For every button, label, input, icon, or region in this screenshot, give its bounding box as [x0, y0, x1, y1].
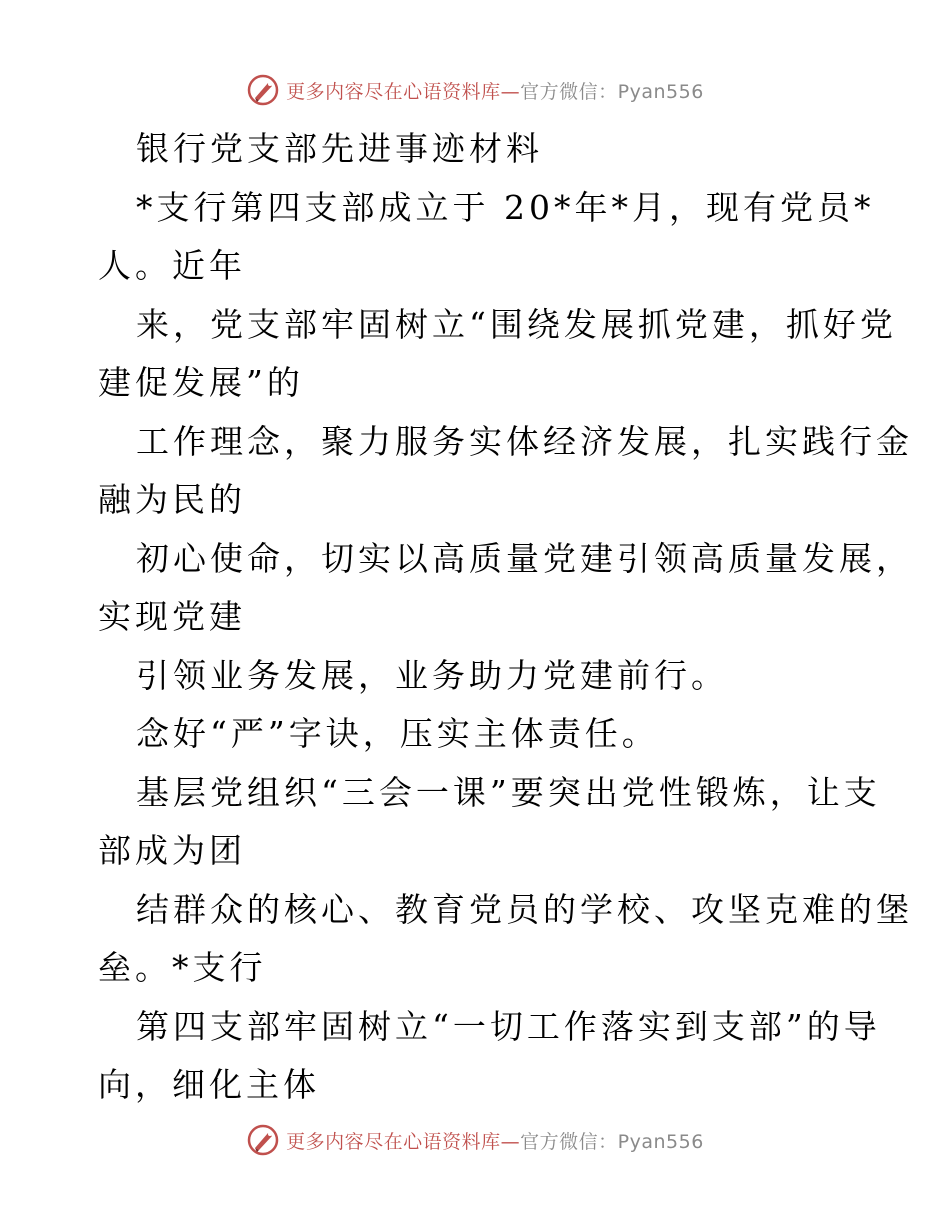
text-line: 第四支部牢固树立“一切工作落实到支部”的导: [136, 1006, 881, 1046]
pen-logo-icon: [246, 1123, 280, 1157]
text-line: 实现党建: [98, 597, 246, 636]
footer-banner-main: 更多内容尽在心语资料库: [286, 1130, 501, 1153]
text-line: 工作理念，聚力服务实体经济发展，扎实践行金: [136, 421, 913, 461]
text-line: 初心使命，切实以高质量党建引领高质量发展，: [136, 538, 913, 578]
text-line: 部成为团: [98, 831, 246, 870]
text-line: 念好“严”字诀，压实主体责任。: [136, 714, 659, 753]
text-line: 垒。*支行: [98, 948, 267, 987]
text-line: 人。近年: [98, 246, 246, 285]
header-banner-main: 更多内容尽在心语资料库: [286, 80, 501, 103]
text-line: 结群众的核心、教育党员的学校、攻坚克难的堡: [136, 889, 913, 929]
footer-banner-dash: —: [500, 1130, 521, 1153]
document-body: [98, 120, 913, 1115]
footer-banner: [0, 1120, 950, 1160]
text-line: 来，党支部牢固树立“围绕发展抓党建，抓好党: [136, 304, 897, 344]
text-line: 向，细化主体: [98, 1065, 320, 1104]
header-banner-wechat: 官方微信：Pyan556: [520, 80, 704, 103]
text-line: 银行党支部先进事迹材料: [136, 129, 543, 168]
header-banner-dash: —: [500, 80, 521, 103]
header-banner: [0, 70, 950, 110]
text-line: 引领业务发展，业务助力党建前行。: [136, 655, 728, 695]
footer-banner-text: [286, 1127, 704, 1154]
text-line: 建促发展”的: [98, 363, 304, 402]
header-banner-text: [286, 77, 704, 104]
text-line: 融为民的: [98, 480, 246, 519]
footer-banner-wechat: 官方微信：Pyan556: [520, 1130, 704, 1153]
text-line: *支行第四支部成立于 20*年*月，现有党员*: [136, 187, 875, 227]
pen-logo-icon: [246, 73, 280, 107]
text-line: 基层党组织“三会一课”要突出党性锻炼，让支: [136, 772, 881, 812]
